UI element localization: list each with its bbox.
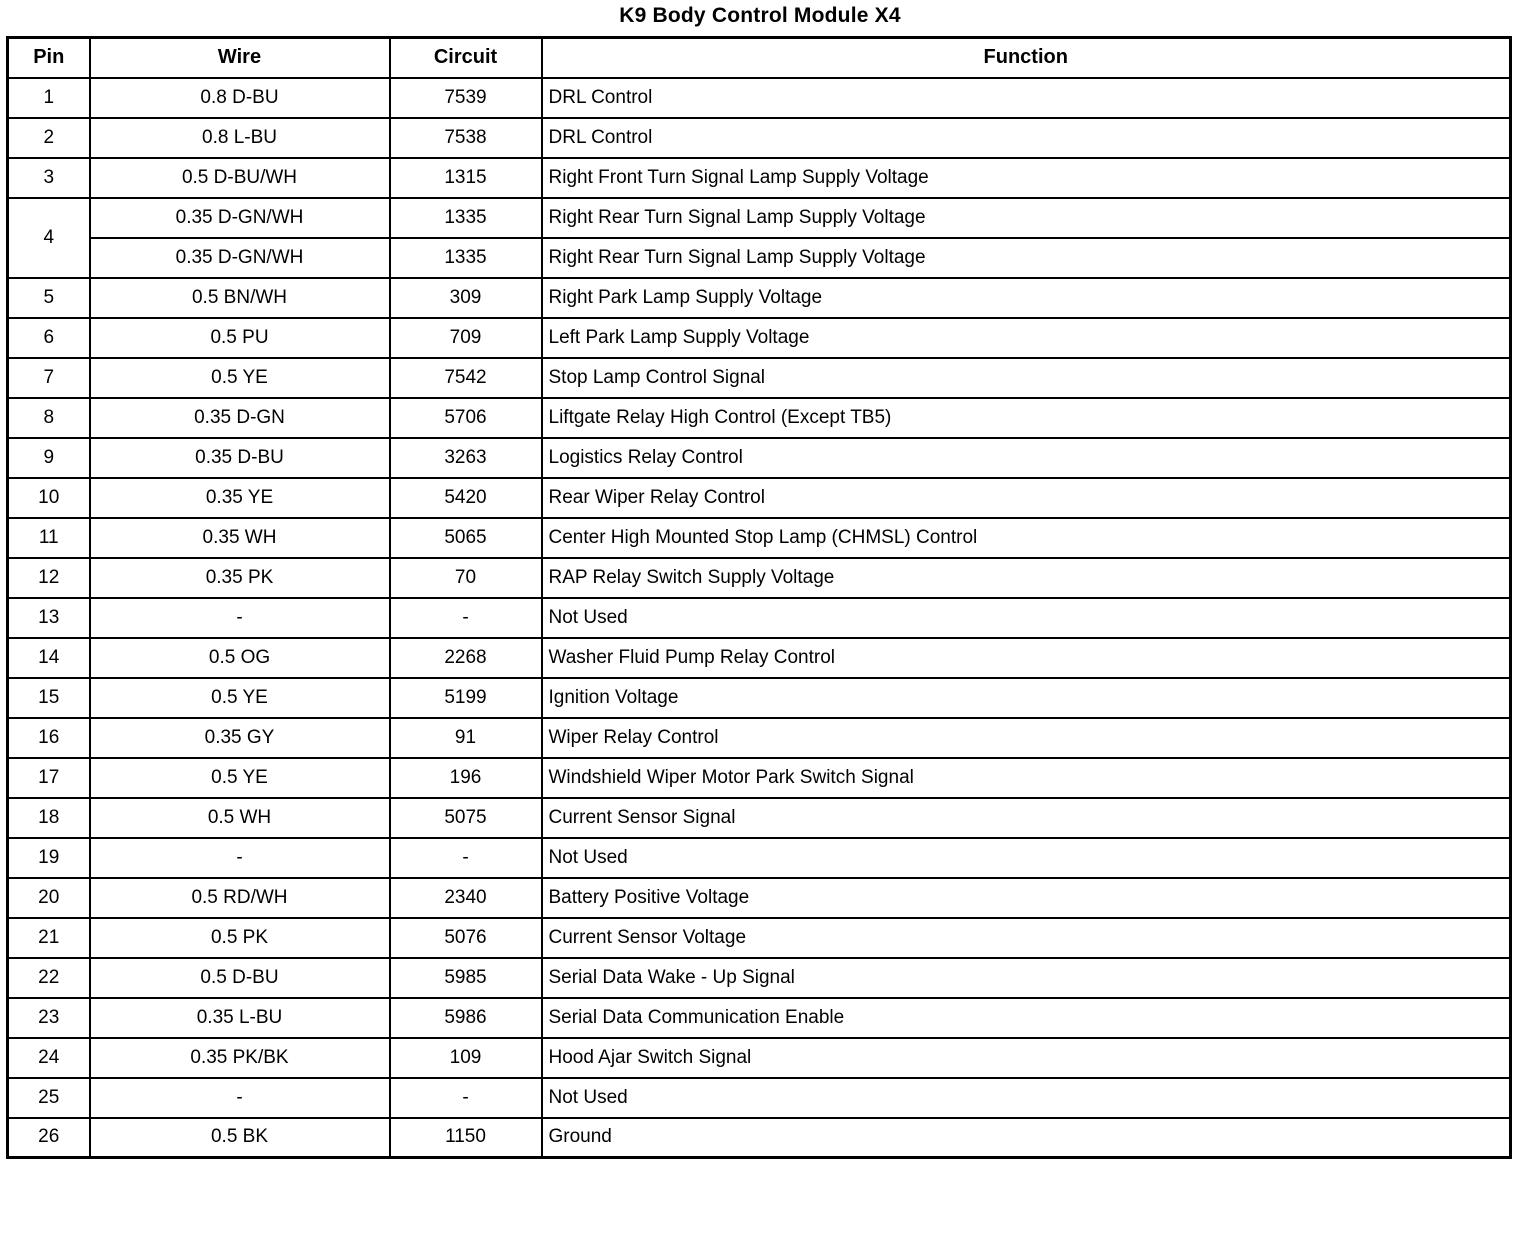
cell-pin: 23	[8, 998, 90, 1038]
cell-wire: 0.35 GY	[90, 718, 390, 758]
cell-wire: 0.35 D-GN/WH	[90, 238, 390, 278]
cell-function: Right Front Turn Signal Lamp Supply Voltage	[542, 158, 1511, 198]
cell-wire: 0.5 OG	[90, 638, 390, 678]
table-row	[8, 358, 1511, 398]
cell-wire: 0.35 WH	[90, 518, 390, 558]
cell-circuit: 196	[390, 758, 542, 798]
cell-circuit: 109	[390, 1038, 542, 1078]
table-row	[8, 998, 1511, 1038]
cell-function: Stop Lamp Control Signal	[542, 358, 1511, 398]
cell-function: DRL Control	[542, 118, 1511, 158]
cell-circuit: 5985	[390, 958, 542, 998]
cell-wire: 0.5 RD/WH	[90, 878, 390, 918]
cell-pin: 9	[8, 438, 90, 478]
cell-function: Right Rear Turn Signal Lamp Supply Voltage	[542, 198, 1511, 238]
cell-pin: 4	[8, 198, 90, 278]
cell-pin: 14	[8, 638, 90, 678]
cell-function: Ground	[542, 1118, 1511, 1158]
cell-pin: 8	[8, 398, 90, 438]
cell-pin: 22	[8, 958, 90, 998]
table-row	[8, 1038, 1511, 1078]
cell-function: Washer Fluid Pump Relay Control	[542, 638, 1511, 678]
cell-wire: 0.5 YE	[90, 358, 390, 398]
cell-circuit: 5065	[390, 518, 542, 558]
cell-function: Not Used	[542, 1078, 1511, 1118]
cell-function: Rear Wiper Relay Control	[542, 478, 1511, 518]
pinout-table	[6, 36, 1512, 1159]
cell-circuit: 5075	[390, 798, 542, 838]
cell-function: Windshield Wiper Motor Park Switch Signal	[542, 758, 1511, 798]
page-title: K9 Body Control Module X4	[619, 4, 901, 27]
cell-wire: 0.35 D-BU	[90, 438, 390, 478]
cell-wire: -	[90, 598, 390, 638]
table-row	[8, 1118, 1511, 1158]
table-row	[8, 918, 1511, 958]
table-row	[8, 198, 1511, 238]
cell-pin: 3	[8, 158, 90, 198]
cell-wire: 0.5 YE	[90, 758, 390, 798]
cell-circuit: 5076	[390, 918, 542, 958]
table-row	[8, 398, 1511, 438]
header-wire: Wire	[90, 38, 390, 78]
cell-wire: 0.8 D-BU	[90, 78, 390, 118]
table-row	[8, 158, 1511, 198]
table-row	[8, 958, 1511, 998]
table-header-row	[8, 38, 1511, 78]
cell-wire: 0.35 L-BU	[90, 998, 390, 1038]
cell-function: Current Sensor Voltage	[542, 918, 1511, 958]
cell-function: Logistics Relay Control	[542, 438, 1511, 478]
cell-function: Not Used	[542, 838, 1511, 878]
table-row	[8, 758, 1511, 798]
cell-function: Wiper Relay Control	[542, 718, 1511, 758]
cell-wire: 0.5 PU	[90, 318, 390, 358]
cell-function: RAP Relay Switch Supply Voltage	[542, 558, 1511, 598]
cell-function: Right Park Lamp Supply Voltage	[542, 278, 1511, 318]
table-row	[8, 318, 1511, 358]
cell-pin: 17	[8, 758, 90, 798]
cell-wire: -	[90, 838, 390, 878]
cell-function: Center High Mounted Stop Lamp (CHMSL) Control	[542, 518, 1511, 558]
header-pin: Pin	[8, 38, 90, 78]
table-row	[8, 598, 1511, 638]
cell-wire: 0.5 D-BU	[90, 958, 390, 998]
table-row	[8, 118, 1511, 158]
header-function: Function	[542, 38, 1511, 78]
cell-pin: 7	[8, 358, 90, 398]
cell-circuit: 7538	[390, 118, 542, 158]
table-row	[8, 478, 1511, 518]
table-row	[8, 878, 1511, 918]
cell-circuit: 1335	[390, 238, 542, 278]
cell-wire: 0.5 BN/WH	[90, 278, 390, 318]
table-row	[8, 278, 1511, 318]
cell-wire: 0.35 D-GN/WH	[90, 198, 390, 238]
table-row	[8, 1078, 1511, 1118]
cell-circuit: 309	[390, 278, 542, 318]
cell-wire: 0.5 YE	[90, 678, 390, 718]
cell-circuit: 7539	[390, 78, 542, 118]
cell-pin: 18	[8, 798, 90, 838]
table-row	[8, 718, 1511, 758]
table-row	[8, 438, 1511, 478]
cell-pin: 12	[8, 558, 90, 598]
cell-circuit: 91	[390, 718, 542, 758]
cell-function: Hood Ajar Switch Signal	[542, 1038, 1511, 1078]
cell-pin: 13	[8, 598, 90, 638]
cell-pin: 16	[8, 718, 90, 758]
cell-circuit: 5706	[390, 398, 542, 438]
table-row	[8, 558, 1511, 598]
cell-function: Current Sensor Signal	[542, 798, 1511, 838]
cell-circuit: -	[390, 838, 542, 878]
cell-wire: 0.5 PK	[90, 918, 390, 958]
cell-pin: 21	[8, 918, 90, 958]
cell-circuit: 5199	[390, 678, 542, 718]
cell-function: Not Used	[542, 598, 1511, 638]
cell-pin: 10	[8, 478, 90, 518]
cell-circuit: 3263	[390, 438, 542, 478]
cell-wire: 0.35 PK	[90, 558, 390, 598]
cell-circuit: 1150	[390, 1118, 542, 1158]
cell-circuit: -	[390, 1078, 542, 1118]
cell-wire: 0.5 WH	[90, 798, 390, 838]
table-row	[8, 678, 1511, 718]
cell-function: Serial Data Wake - Up Signal	[542, 958, 1511, 998]
cell-circuit: 7542	[390, 358, 542, 398]
cell-circuit: 709	[390, 318, 542, 358]
cell-pin: 5	[8, 278, 90, 318]
cell-circuit: 70	[390, 558, 542, 598]
cell-circuit: 2340	[390, 878, 542, 918]
cell-pin: 20	[8, 878, 90, 918]
cell-function: Battery Positive Voltage	[542, 878, 1511, 918]
cell-function: DRL Control	[542, 78, 1511, 118]
cell-pin: 6	[8, 318, 90, 358]
table-row	[8, 238, 1511, 278]
cell-circuit: -	[390, 598, 542, 638]
cell-pin: 19	[8, 838, 90, 878]
table-row	[8, 798, 1511, 838]
cell-function: Serial Data Communication Enable	[542, 998, 1511, 1038]
cell-wire: 0.35 PK/BK	[90, 1038, 390, 1078]
table-row	[8, 838, 1511, 878]
cell-function: Right Rear Turn Signal Lamp Supply Voltage	[542, 238, 1511, 278]
cell-circuit: 5986	[390, 998, 542, 1038]
cell-circuit: 1315	[390, 158, 542, 198]
cell-pin: 24	[8, 1038, 90, 1078]
cell-pin: 1	[8, 78, 90, 118]
cell-wire: -	[90, 1078, 390, 1118]
cell-wire: 0.35 D-GN	[90, 398, 390, 438]
cell-wire: 0.5 D-BU/WH	[90, 158, 390, 198]
cell-circuit: 2268	[390, 638, 542, 678]
table-row	[8, 638, 1511, 678]
cell-wire: 0.8 L-BU	[90, 118, 390, 158]
cell-function: Left Park Lamp Supply Voltage	[542, 318, 1511, 358]
cell-pin: 15	[8, 678, 90, 718]
table-row	[8, 78, 1511, 118]
header-circuit: Circuit	[390, 38, 542, 78]
cell-circuit: 1335	[390, 198, 542, 238]
cell-pin: 26	[8, 1118, 90, 1158]
cell-wire: 0.35 YE	[90, 478, 390, 518]
cell-pin: 25	[8, 1078, 90, 1118]
cell-circuit: 5420	[390, 478, 542, 518]
cell-pin: 11	[8, 518, 90, 558]
table-row	[8, 518, 1511, 558]
cell-function: Liftgate Relay High Control (Except TB5)	[542, 398, 1511, 438]
cell-wire: 0.5 BK	[90, 1118, 390, 1158]
cell-function: Ignition Voltage	[542, 678, 1511, 718]
cell-pin: 2	[8, 118, 90, 158]
